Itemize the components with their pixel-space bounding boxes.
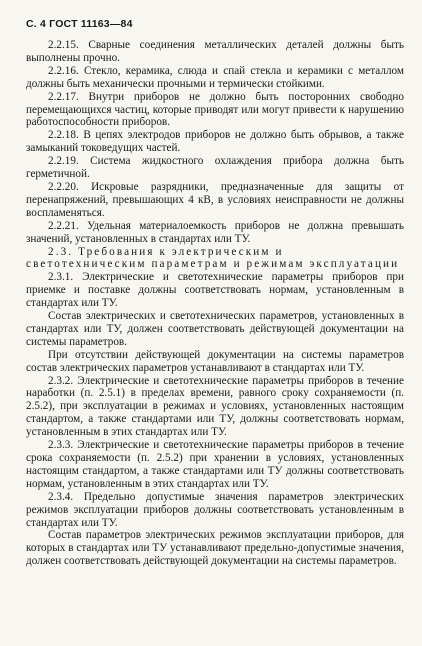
section-heading-2-3: 2.3. Требования к электрическим и светотехническим параметрам и режимам эксплуатации [26,245,400,271]
paragraph-no-documentation: При отсутствии действующей документации на системы параметров состав электрических параметров устанавливают в стандартах или ТУ. [26,348,404,374]
paragraph-2-2-16: 2.2.16. Стекло, керамика, слюда и спай стекла и керамики с металлом должны быть механически прочными и термически стойкими. [26,64,404,90]
paragraph-2-2-21: 2.2.21. Удельная материалоемкость приборов не должна превышать значений, установленных в стандартах или ТУ. [26,219,404,245]
page-header: С. 4 ГОСТ 11163—84 [26,18,133,30]
paragraph-parameters-composition: Состав электрических и светотехнических параметров, установленных в стандартах или ТУ, должен соответствовать действующей документации на системы параметров. [26,310,404,348]
paragraph-2-3-2: 2.3.2. Электрические и светотехнические параметры приборов в течение наработки (п. 2.5.1) в пределах времени, равного сроку сохраняемости (п. 2.5.2), при эксплуатации в режимах и условиях, установленных настоящим стандартом, а также стандартами или ТУ, должны соответствовать нормам, установленным в этих стандартах или ТУ. [26,374,404,439]
paragraph-2-2-15: 2.2.15. Сварные соединения металлических деталей должны быть выполнены прочно. [26,39,404,64]
paragraph-2-3-1: 2.3.1. Электрические и светотехнические параметры приборов при приемке и поставке должны соответствовать нормам, установленным в стандартах или ТУ. [26,271,404,310]
paragraph-2-3-4: 2.3.4. Предельно допустимые значения параметров электрических режимов эксплуатации приборов должны соответствовать установленным в стандартах или ТУ. [26,490,404,529]
document-body [26,39,404,568]
paragraph-2-2-20: 2.2.20. Искровые разрядники, предназначенные для защиты от перенапряжений, превышающих 4 кВ, в условиях неисправности не должны воспламеняться. [26,180,404,219]
paragraph-2-3-3: 2.3.3. Электрические и светотехнические параметры приборов в течение срока сохраняемости (п. 2.5.2) при хранении в условиях, установленных настоящим стандартом, а также стандартами или ТУ должны соответствовать нормам, установленным в этих стандартах или ТУ. [26,439,404,490]
paragraph-2-2-18: 2.2.18. В цепях электродов приборов не должно быть обрывов, а также замыканий токоведущих частей. [26,129,404,155]
paragraph-limit-values-composition: Состав параметров электрических режимов эксплуатации приборов, для которых в стандартах или ТУ устанавливают предельно-допустимые значения, должен соответствовать действующей документации на системы параметров. [26,529,404,568]
paragraph-2-2-17: 2.2.17. Внутри приборов не должно быть посторонних свободно перемещающихся частиц, которые приводят или могут привести к нарушению работоспособности приборов. [26,90,404,129]
paragraph-2-2-19: 2.2.19. Система жидкостного охлаждения прибора должна быть герметичной. [26,155,404,181]
